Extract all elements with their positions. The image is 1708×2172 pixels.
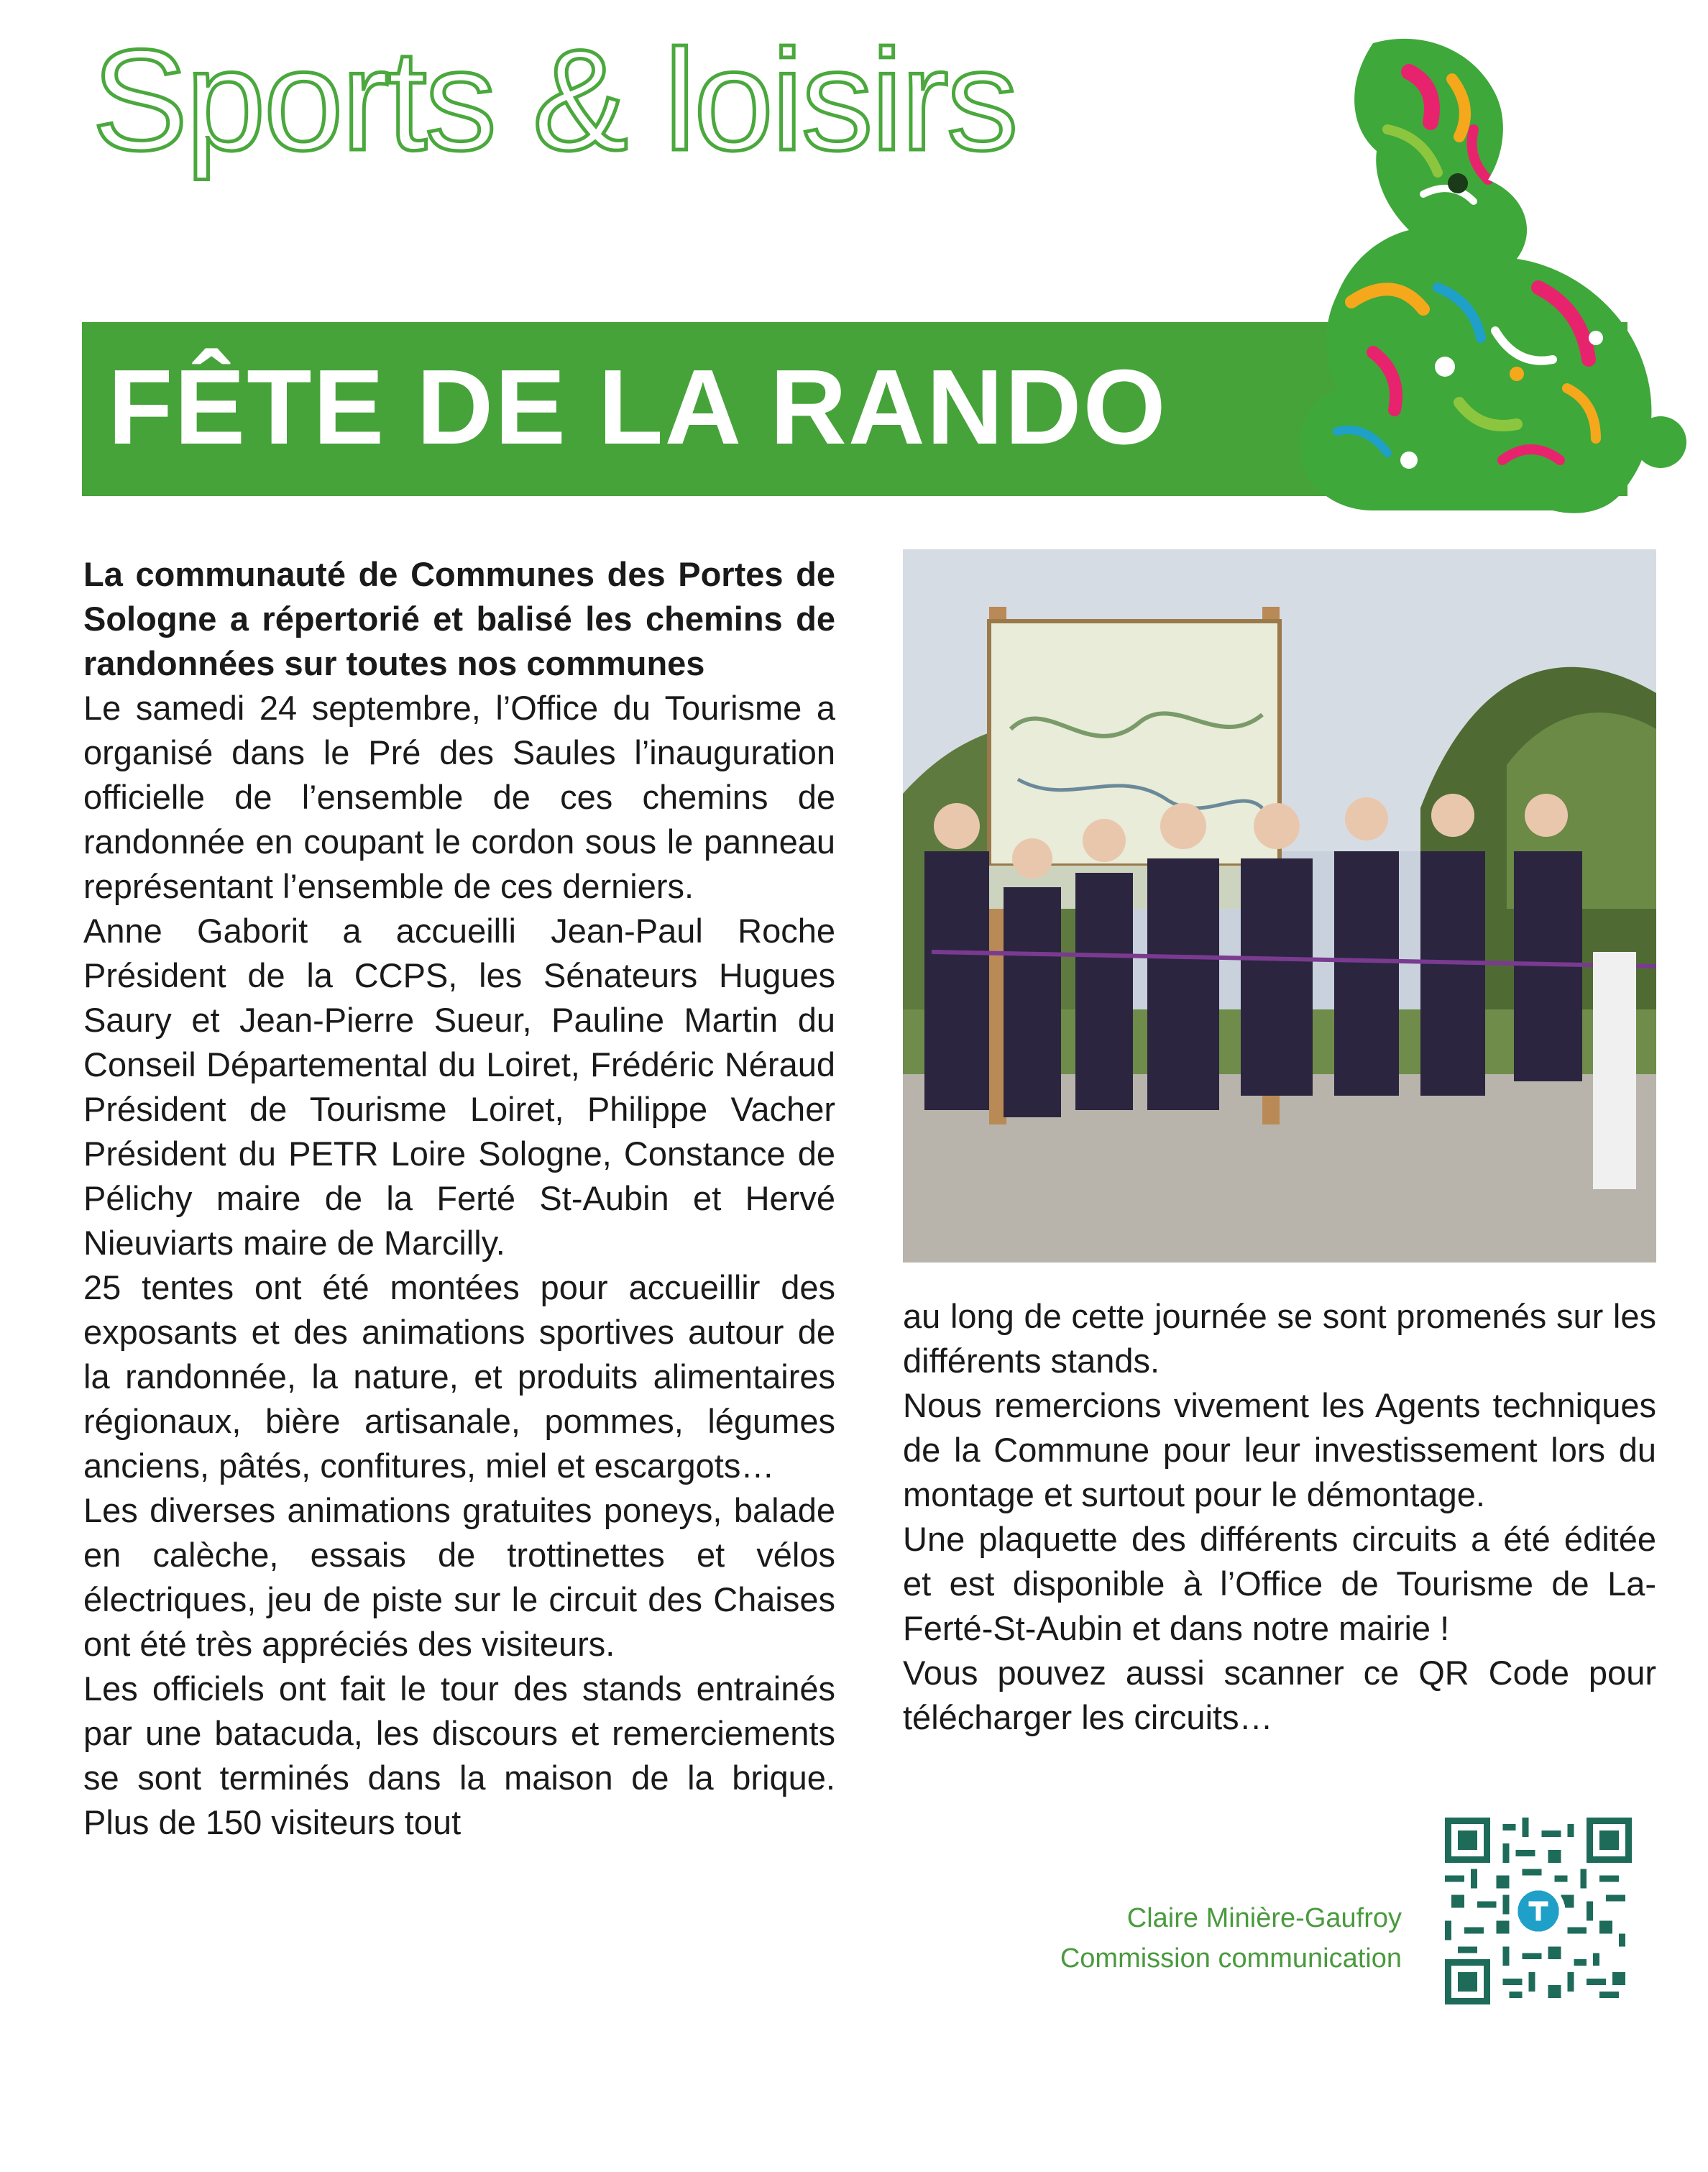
article-paragraph: Les officiels ont fait le tour des stands entrainés par une batacuda, les discours et remerciements se sont terminés dans la maison de la brique. Plus de 150 visiteurs tout bbox=[83, 1669, 835, 1841]
article-paragraph: au long de cette journée se sont promenés sur les différents stands. bbox=[903, 1297, 1656, 1380]
article-paragraph: Les diverses animations gratuites poneys, balade en calèche, essais de trottinettes et vélos électriques, jeu de piste sur le circuit des Chaises ont été très appréciés des visiteurs. bbox=[83, 1491, 835, 1663]
article-left-column bbox=[83, 552, 835, 1845]
article-paragraph: Vous pouvez aussi scanner ce QR Code pour télécharger les circuits… bbox=[903, 1654, 1656, 1736]
article-title: FÊTE DE LA RANDO bbox=[108, 348, 1167, 467]
article-paragraph: Le samedi 24 septembre, l’Office du Tourisme a organisé dans le Pré des Saules l’inauguration officielle de l’ensemble de ces chemins de randonnée en coupant le cordon sous le panneau représentant l’ensemble de ces derniers. bbox=[83, 689, 835, 905]
rabbit-illustration bbox=[1193, 29, 1708, 532]
ribbon-cutting-photo bbox=[903, 549, 1656, 1263]
signature-name: Claire Minière-Gaufroy bbox=[1126, 1903, 1402, 1933]
qr-code[interactable] bbox=[1445, 1818, 1632, 2004]
article-lead: La communauté de Communes des Portes de Sologne a répertorié et balisé les chemins de randonnées sur toutes nos communes bbox=[83, 555, 835, 682]
article-paragraph: Anne Gaborit a accueilli Jean-Paul Roche Président de la CCPS, les Sénateurs Hugues Saury et Jean-Pierre Sueur, Pauline Martin du Conseil Départemental du Loiret, Frédéric Néraud Président de Tourisme Loiret, Philippe Vacher Président du PETR Loire Sologne, Constance de Pélichy maire de la Ferté St-Aubin et Hervé Nieuviarts maire de Marcilly. bbox=[83, 912, 835, 1262]
signature bbox=[935, 1898, 1402, 1979]
section-title: Sports & loisirs bbox=[92, 20, 1016, 180]
article-right-column bbox=[903, 1294, 1656, 1740]
article-paragraph: 25 tentes ont été montées pour accueillir des exposants et des animations sportives autour de la randonnée, la nature, et produits alimentaires régionaux, bière artisanale, pommes, légumes anciens, pâtés, confitures, miel et escargots… bbox=[83, 1268, 835, 1485]
article-paragraph: Une plaquette des différents circuits a été éditée et est disponible à l’Office de Tourisme de La-Ferté-St-Aubin et dans notre mairie ! bbox=[903, 1520, 1656, 1647]
article-paragraph: Nous remercions vivement les Agents techniques de la Commune pour leur investissement lors du montage et surtout pour le démontage. bbox=[903, 1386, 1656, 1513]
signature-role: Commission communication bbox=[1060, 1943, 1402, 1974]
